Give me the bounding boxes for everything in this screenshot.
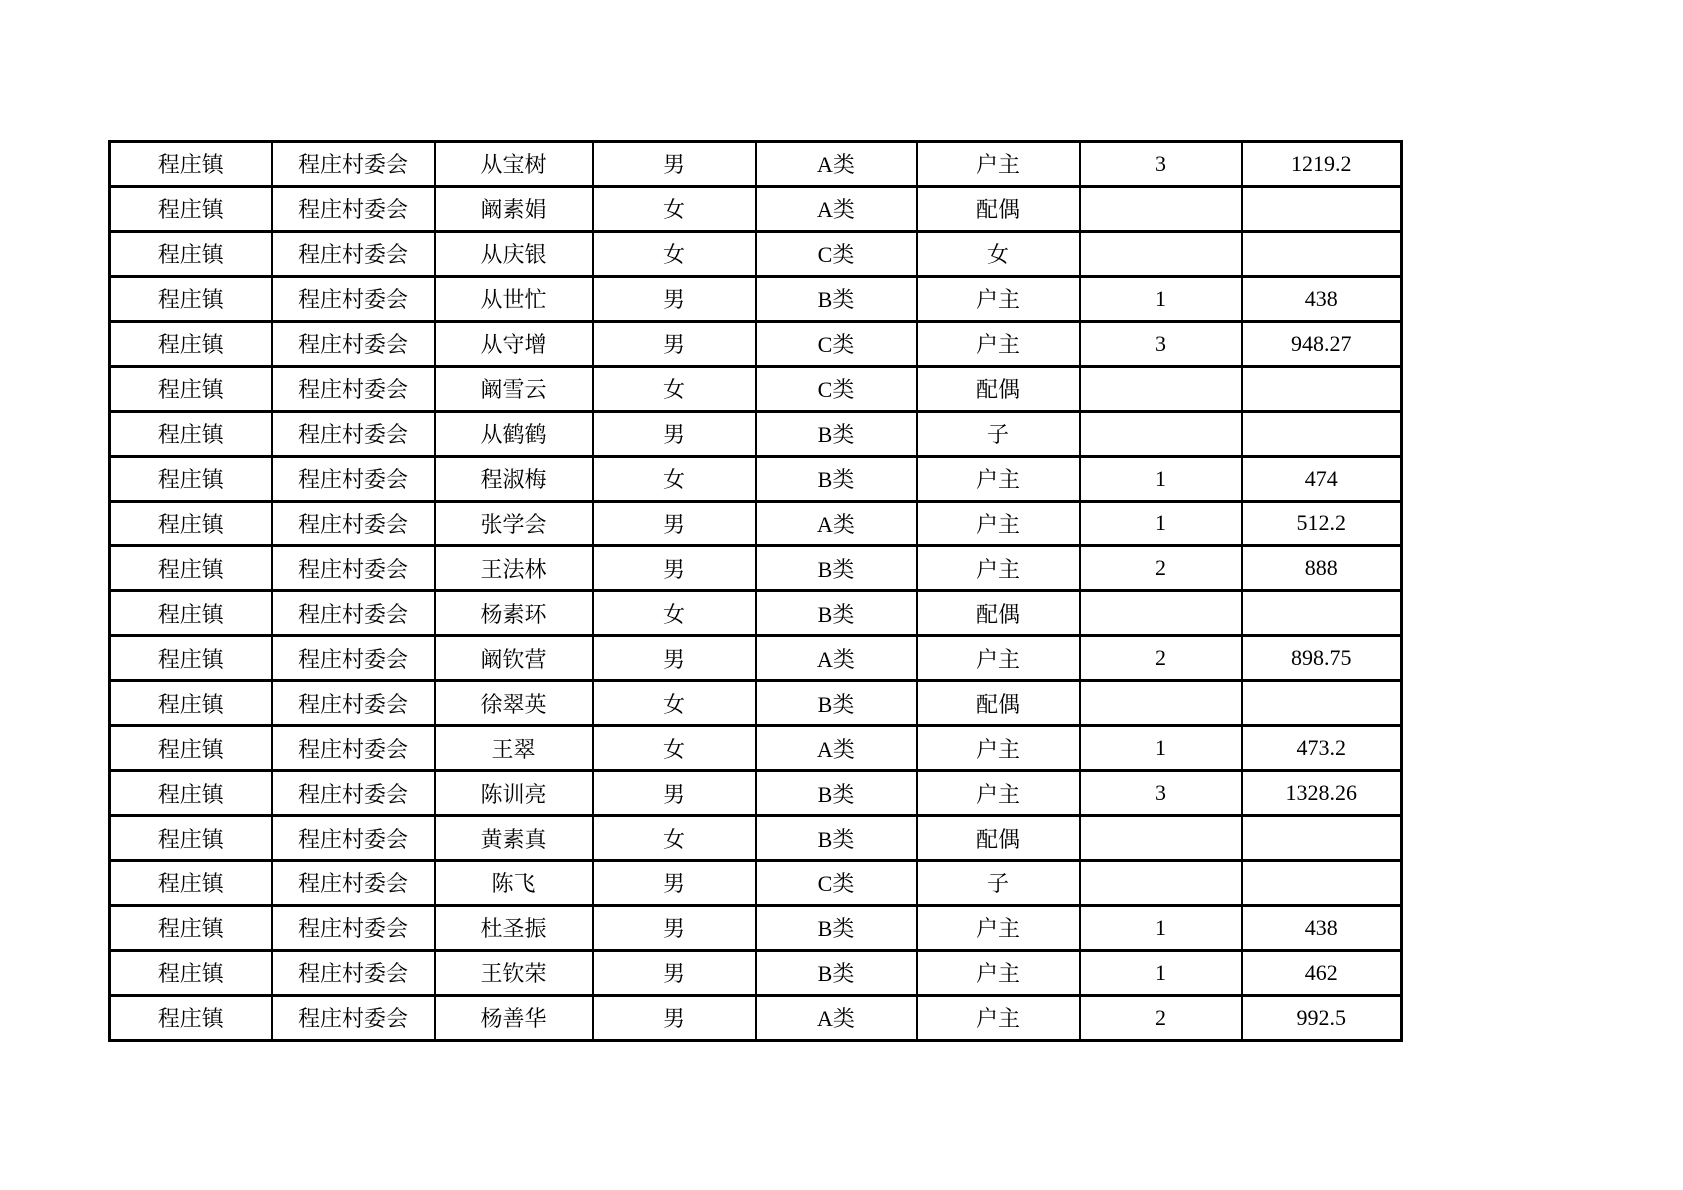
table-row: [110, 142, 1402, 187]
cell-category: C类: [756, 366, 917, 411]
cell-person-name: 陈飞: [435, 861, 593, 906]
cell-person-name: 王法林: [435, 546, 593, 591]
cell-household-count: [1080, 411, 1242, 456]
table-row: [110, 905, 1402, 950]
cell-amount: 512.2: [1242, 501, 1402, 546]
cell-town: 程庄镇: [110, 276, 272, 321]
table-row: [110, 366, 1402, 411]
cell-amount: 888: [1242, 546, 1402, 591]
cell-person-name: 阚钦营: [435, 636, 593, 681]
cell-town: 程庄镇: [110, 456, 272, 501]
cell-category: B类: [756, 681, 917, 726]
cell-category: C类: [756, 231, 917, 276]
cell-category: B类: [756, 771, 917, 816]
table-row: [110, 411, 1402, 456]
cell-household-relation: 配偶: [917, 186, 1080, 231]
cell-person-name: 王翠: [435, 726, 593, 771]
cell-gender: 男: [593, 546, 756, 591]
cell-household-count: [1080, 231, 1242, 276]
cell-category: A类: [756, 501, 917, 546]
cell-village-committee: 程庄村委会: [272, 636, 435, 681]
cell-town: 程庄镇: [110, 771, 272, 816]
cell-village-committee: 程庄村委会: [272, 186, 435, 231]
cell-category: B类: [756, 456, 917, 501]
cell-household-relation: 户主: [917, 726, 1080, 771]
cell-person-name: 杨善华: [435, 995, 593, 1040]
cell-household-relation: 户主: [917, 276, 1080, 321]
cell-person-name: 程淑梅: [435, 456, 593, 501]
cell-town: 程庄镇: [110, 321, 272, 366]
table-row: [110, 456, 1402, 501]
cell-gender: 女: [593, 591, 756, 636]
cell-amount: [1242, 231, 1402, 276]
cell-person-name: 阚雪云: [435, 366, 593, 411]
cell-amount: 438: [1242, 905, 1402, 950]
cell-household-count: [1080, 861, 1242, 906]
cell-category: B类: [756, 591, 917, 636]
table-row: [110, 546, 1402, 591]
cell-household-relation: 子: [917, 861, 1080, 906]
cell-amount: 948.27: [1242, 321, 1402, 366]
cell-amount: [1242, 816, 1402, 861]
table-row: [110, 636, 1402, 681]
cell-household-relation: 户主: [917, 905, 1080, 950]
cell-household-count: 2: [1080, 636, 1242, 681]
cell-category: A类: [756, 995, 917, 1040]
cell-town: 程庄镇: [110, 905, 272, 950]
cell-person-name: 从宝树: [435, 142, 593, 187]
cell-gender: 女: [593, 816, 756, 861]
cell-village-committee: 程庄村委会: [272, 456, 435, 501]
cell-household-count: [1080, 366, 1242, 411]
cell-household-relation: 户主: [917, 501, 1080, 546]
table-row: [110, 816, 1402, 861]
cell-category: B类: [756, 546, 917, 591]
cell-amount: 473.2: [1242, 726, 1402, 771]
cell-village-committee: 程庄村委会: [272, 366, 435, 411]
cell-household-count: 3: [1080, 771, 1242, 816]
cell-person-name: 从世忙: [435, 276, 593, 321]
cell-town: 程庄镇: [110, 636, 272, 681]
cell-village-committee: 程庄村委会: [272, 411, 435, 456]
cell-person-name: 王钦荣: [435, 950, 593, 995]
cell-town: 程庄镇: [110, 681, 272, 726]
cell-person-name: 张学会: [435, 501, 593, 546]
cell-town: 程庄镇: [110, 861, 272, 906]
cell-amount: [1242, 366, 1402, 411]
cell-amount: 438: [1242, 276, 1402, 321]
cell-village-committee: 程庄村委会: [272, 861, 435, 906]
cell-amount: [1242, 411, 1402, 456]
cell-village-committee: 程庄村委会: [272, 726, 435, 771]
cell-town: 程庄镇: [110, 816, 272, 861]
cell-village-committee: 程庄村委会: [272, 995, 435, 1040]
cell-category: B类: [756, 905, 917, 950]
cell-town: 程庄镇: [110, 186, 272, 231]
cell-village-committee: 程庄村委会: [272, 681, 435, 726]
cell-household-count: [1080, 591, 1242, 636]
cell-town: 程庄镇: [110, 591, 272, 636]
cell-amount: 992.5: [1242, 995, 1402, 1040]
cell-household-count: 2: [1080, 546, 1242, 591]
cell-category: B类: [756, 411, 917, 456]
cell-gender: 男: [593, 905, 756, 950]
cell-category: A类: [756, 186, 917, 231]
cell-household-count: 1: [1080, 950, 1242, 995]
cell-person-name: 从守增: [435, 321, 593, 366]
cell-household-relation: 配偶: [917, 366, 1080, 411]
cell-village-committee: 程庄村委会: [272, 816, 435, 861]
table-row: [110, 321, 1402, 366]
table-row: [110, 186, 1402, 231]
cell-gender: 男: [593, 861, 756, 906]
cell-amount: 474: [1242, 456, 1402, 501]
cell-town: 程庄镇: [110, 501, 272, 546]
cell-gender: 女: [593, 681, 756, 726]
cell-household-relation: 户主: [917, 995, 1080, 1040]
cell-gender: 男: [593, 276, 756, 321]
table-row: [110, 231, 1402, 276]
cell-category: A类: [756, 726, 917, 771]
cell-household-count: 1: [1080, 726, 1242, 771]
cell-village-committee: 程庄村委会: [272, 591, 435, 636]
cell-gender: 男: [593, 411, 756, 456]
cell-village-committee: 程庄村委会: [272, 546, 435, 591]
roster-table: [108, 140, 1403, 1042]
cell-household-relation: 户主: [917, 456, 1080, 501]
cell-household-count: 3: [1080, 321, 1242, 366]
cell-household-relation: 配偶: [917, 816, 1080, 861]
cell-person-name: 阚素娟: [435, 186, 593, 231]
cell-person-name: 从庆银: [435, 231, 593, 276]
cell-gender: 男: [593, 950, 756, 995]
cell-amount: 1328.26: [1242, 771, 1402, 816]
cell-village-committee: 程庄村委会: [272, 321, 435, 366]
cell-gender: 女: [593, 231, 756, 276]
cell-town: 程庄镇: [110, 726, 272, 771]
cell-gender: 女: [593, 366, 756, 411]
cell-household-relation: 户主: [917, 142, 1080, 187]
cell-household-relation: 户主: [917, 771, 1080, 816]
table-row: [110, 276, 1402, 321]
cell-amount: [1242, 861, 1402, 906]
cell-household-count: 3: [1080, 142, 1242, 187]
cell-amount: [1242, 681, 1402, 726]
cell-village-committee: 程庄村委会: [272, 771, 435, 816]
cell-household-count: [1080, 816, 1242, 861]
cell-gender: 男: [593, 321, 756, 366]
cell-category: C类: [756, 861, 917, 906]
cell-amount: 462: [1242, 950, 1402, 995]
cell-household-relation: 户主: [917, 950, 1080, 995]
cell-household-relation: 户主: [917, 321, 1080, 366]
cell-household-count: 1: [1080, 501, 1242, 546]
cell-category: C类: [756, 321, 917, 366]
cell-village-committee: 程庄村委会: [272, 501, 435, 546]
cell-household-relation: 户主: [917, 636, 1080, 681]
cell-village-committee: 程庄村委会: [272, 142, 435, 187]
table-row: [110, 950, 1402, 995]
cell-person-name: 黄素真: [435, 816, 593, 861]
cell-household-count: [1080, 186, 1242, 231]
table-row: [110, 501, 1402, 546]
cell-person-name: 徐翠英: [435, 681, 593, 726]
cell-town: 程庄镇: [110, 366, 272, 411]
cell-household-relation: 户主: [917, 546, 1080, 591]
cell-gender: 男: [593, 501, 756, 546]
cell-town: 程庄镇: [110, 142, 272, 187]
table-row: [110, 861, 1402, 906]
cell-household-relation: 配偶: [917, 681, 1080, 726]
table-row: [110, 726, 1402, 771]
roster-body: [110, 142, 1402, 1041]
cell-town: 程庄镇: [110, 546, 272, 591]
cell-town: 程庄镇: [110, 231, 272, 276]
cell-person-name: 陈训亮: [435, 771, 593, 816]
cell-gender: 女: [593, 186, 756, 231]
cell-person-name: 杨素环: [435, 591, 593, 636]
cell-person-name: 杜圣振: [435, 905, 593, 950]
cell-category: B类: [756, 950, 917, 995]
cell-town: 程庄镇: [110, 411, 272, 456]
cell-household-count: 1: [1080, 276, 1242, 321]
cell-town: 程庄镇: [110, 995, 272, 1040]
cell-category: A类: [756, 636, 917, 681]
cell-village-committee: 程庄村委会: [272, 905, 435, 950]
cell-amount: [1242, 591, 1402, 636]
table-row: [110, 995, 1402, 1040]
cell-category: A类: [756, 142, 917, 187]
cell-gender: 男: [593, 636, 756, 681]
cell-gender: 男: [593, 771, 756, 816]
cell-household-relation: 女: [917, 231, 1080, 276]
cell-amount: 898.75: [1242, 636, 1402, 681]
cell-household-relation: 子: [917, 411, 1080, 456]
cell-person-name: 从鹤鹤: [435, 411, 593, 456]
cell-household-count: 2: [1080, 995, 1242, 1040]
cell-town: 程庄镇: [110, 950, 272, 995]
cell-household-count: 1: [1080, 456, 1242, 501]
cell-village-committee: 程庄村委会: [272, 950, 435, 995]
cell-household-count: 1: [1080, 905, 1242, 950]
cell-gender: 男: [593, 995, 756, 1040]
cell-household-count: [1080, 681, 1242, 726]
table-row: [110, 771, 1402, 816]
cell-amount: 1219.2: [1242, 142, 1402, 187]
cell-village-committee: 程庄村委会: [272, 231, 435, 276]
table-row: [110, 591, 1402, 636]
cell-category: B类: [756, 816, 917, 861]
cell-village-committee: 程庄村委会: [272, 276, 435, 321]
cell-gender: 男: [593, 142, 756, 187]
cell-gender: 女: [593, 456, 756, 501]
cell-household-relation: 配偶: [917, 591, 1080, 636]
cell-amount: [1242, 186, 1402, 231]
cell-category: B类: [756, 276, 917, 321]
table-row: [110, 681, 1402, 726]
cell-gender: 女: [593, 726, 756, 771]
